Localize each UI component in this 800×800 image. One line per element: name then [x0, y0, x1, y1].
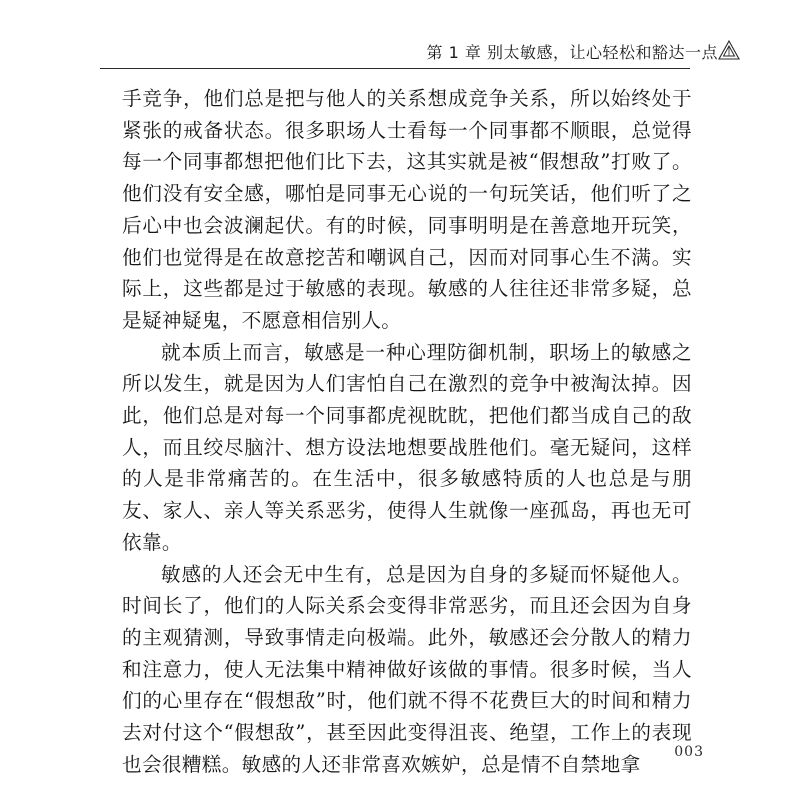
- body-text: [122, 83, 692, 780]
- header-divider: [100, 68, 690, 69]
- running-header: [427, 40, 718, 63]
- paragraph-continued: 手竞争，他们总是把与他人的关系想成竞争关系，所以始终处于紧张的戒备状态。很多职场人士看每一个同事都不顺眼，总觉得每一个同事都想把他们比下去，这其实就是被“假想敌”打败了。他们没有安全感，哪怕是同事无心说的一句玩笑话，他们听了之后心中也会波澜起伏。有的时候，同事明明是在善意地开玩笑，他们也觉得是在故意挖苦和嘲讽自己，因而对同事心生不满。实际上，这些都是过于敏感的表现。敏感的人往往还非常多疑，总是疑神疑鬼，不愿意相信别人。: [122, 87, 692, 332]
- page-number: 003: [674, 744, 704, 760]
- paragraph: 敏感的人还会无中生有，总是因为自身的多疑而怀疑他人。时间长了，他们的人际关系会变得非常恶劣，而且还会因为自身的主观猜测，导致事情走向极端。此外，敏感还会分散人的精力和注意力，使人无法集中精神做好该做的事情。很多时候，当人们的心里存在“假想敌”时，他们就不得不花费巨大的时间和精力去对付这个“假想敌”，甚至因此变得沮丧、绝望，工作上的表现也会很糟糕。敏感的人还非常喜欢嫉妒，总是情不自禁地拿: [122, 562, 692, 776]
- nested-triangle-icon: [718, 40, 740, 60]
- chapter-title: 第 1 章 别太敏感，让心轻松和豁达一点: [426, 43, 718, 62]
- paragraph: 就本质上而言，敏感是一种心理防御机制，职场上的敏感之所以发生，就是因为人们害怕自己在激烈的竞争中被淘汰掉。因此，他们总是对每一个同事都虎视眈眈，把他们都当成自己的敌人，而且绞尽脑汁、想方设法地想要战胜他们。毫无疑问，这样的人是非常痛苦的。在生活中，很多敏感特质的人也总是与朋友、家人、亲人等关系恶劣，使得人生就像一座孤岛，再也无可依靠。: [122, 340, 692, 554]
